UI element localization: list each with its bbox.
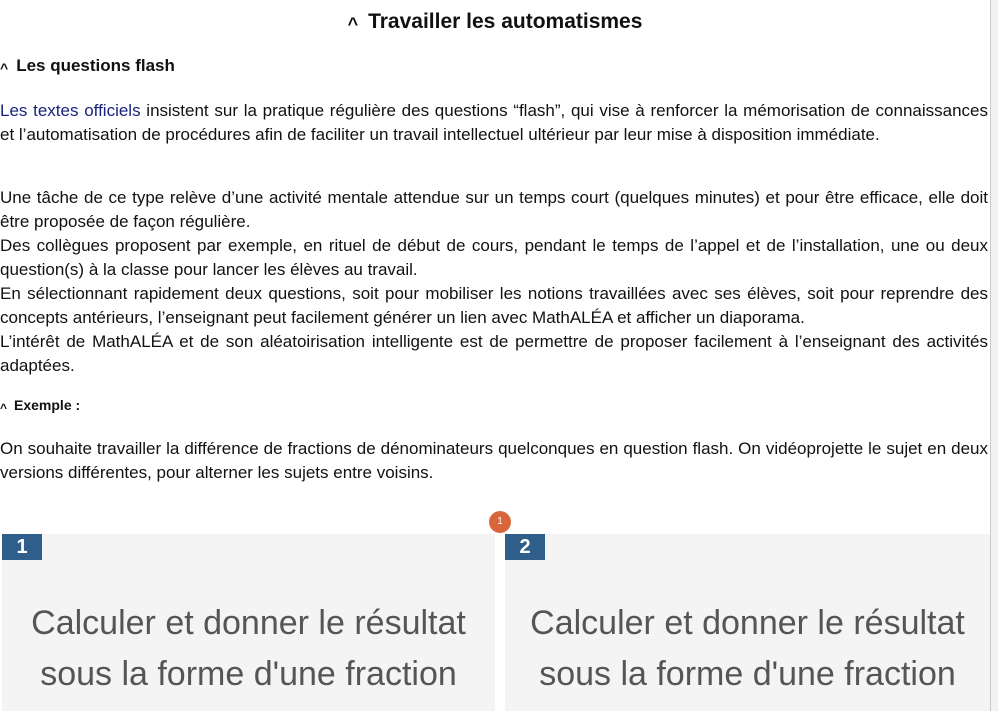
- chevron-up-icon[interactable]: ^: [0, 60, 9, 76]
- scrollbar[interactable]: [990, 0, 998, 711]
- body-line: Une tâche de ce type relève d’une activité mentale attendue sur un temps court (quelques minutes) et pour être efficace, elle doit être proposée de façon régulière.: [0, 188, 988, 231]
- card-question-line: sous la forme d'une fraction: [539, 655, 956, 693]
- subsection-heading[interactable]: [0, 56, 175, 76]
- chevron-up-icon[interactable]: ^: [347, 14, 359, 34]
- intro-text: insistent sur la pratique régulière des questions “flash”, qui vise à renforcer la mémorisation de connaissances et l’automatisation de procédures afin de faciliter un travail intellectuel ultérieur par leur mise à disposition immédiate.: [0, 101, 988, 144]
- example-paragraph: On souhaite travailler la différence de fractions de dénominateurs quelconques en question flash. On vidéoprojette le sujet en deux versions différentes, pour alterner les sujets entre voisins.: [0, 439, 988, 482]
- official-texts-link[interactable]: Les textes officiels: [0, 101, 141, 120]
- card-question: [505, 598, 990, 700]
- question-card-1[interactable]: [2, 534, 495, 711]
- card-number: 2: [505, 534, 545, 560]
- card-number: 1: [2, 534, 42, 560]
- body-paragraph: [0, 186, 988, 378]
- notification-badge[interactable]: 1: [489, 511, 511, 533]
- subsection-title: Les questions flash: [16, 56, 175, 75]
- card-question-line: sous la forme d'une fraction: [40, 655, 457, 693]
- question-card-2[interactable]: [505, 534, 990, 711]
- body-line: L’intérêt de MathALÉA et de son aléatoirisation intelligente est de permettre de proposer facilement à l’enseignant des activités adaptées.: [0, 332, 988, 375]
- example-heading[interactable]: [0, 397, 80, 413]
- section-heading[interactable]: [0, 10, 990, 34]
- card-question-line: Calculer et donner le résultat: [31, 604, 466, 642]
- example-title: Exemple :: [14, 397, 81, 413]
- chevron-up-icon[interactable]: ^: [0, 401, 8, 415]
- intro-paragraph: [0, 99, 988, 147]
- body-line: En sélectionnant rapidement deux questions, soit pour mobiliser les notions travaillées avec ses élèves, soit pour reprendre des concepts antérieurs, l’enseignant peut facilement générer un lien avec MathALÉA et afficher un diaporama.: [0, 284, 988, 327]
- body-line: Des collègues proposent par exemple, en rituel de début de cours, pendant le temps de l’appel et de l’installation, une ou deux question(s) à la classe pour lancer les élèves au travail.: [0, 236, 988, 279]
- section-title: Travailler les automatismes: [368, 10, 643, 33]
- card-question: [2, 598, 495, 700]
- card-question-line: Calculer et donner le résultat: [530, 604, 965, 642]
